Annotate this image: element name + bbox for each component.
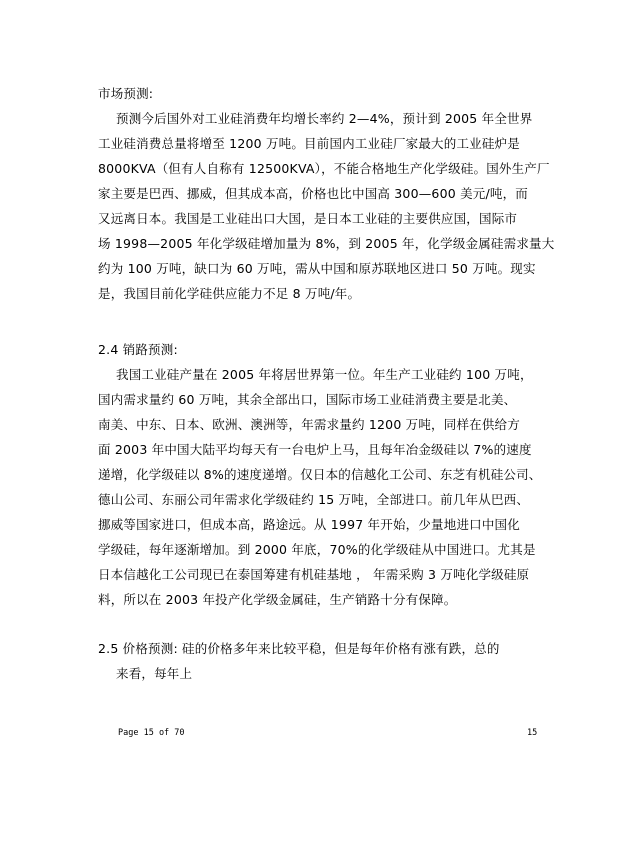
market-line: 预测今后国外对工业硅消费年均增长率约 2—4%，预计到 2005 年全世界 bbox=[116, 111, 533, 126]
sales-line: 料，所以在 2003 年投产化学级金属硅，生产销路十分有保障。 bbox=[98, 592, 457, 607]
footer-page-number: 15 bbox=[527, 728, 538, 738]
price-heading-line: 2.5 价格预测: 硅的价格多年来比较平稳，但是每年价格有涨有跌，总的 bbox=[98, 641, 500, 656]
sales-line: 学级硅，每年逐渐增加。到 2000 年底，70%的化学级硅从中国进口。尤其是 bbox=[98, 542, 536, 557]
sales-heading: 2.4 销路预测: bbox=[98, 342, 178, 357]
sales-line: 我国工业硅产量在 2005 年将居世界第一位。年生产工业硅约 100 万吨， bbox=[116, 367, 533, 382]
sales-line: 日本信越化工公司现已在泰国筹建有机硅基地 ， 年需采购 3 万吨化学级硅原 bbox=[98, 567, 530, 582]
market-line: 场 1998—2005 年化学级硅增加量为 8%，到 2005 年，化学级金属硅需求量大 bbox=[98, 236, 555, 251]
sales-line: 面 2003 年中国大陆平均每天有一台电炉上马，且每年冶金级硅以 7%的速度 bbox=[98, 442, 532, 457]
footer-page-label: Page 15 of 70 bbox=[118, 728, 185, 738]
sales-line: 国内需求量约 60 万吨，其余全部出口，国际市场工业硅消费主要是北美、 bbox=[98, 392, 517, 407]
sales-line: 递增，化学级硅以 8%的速度递增。仅日本的信越化工公司、东芝有机硅公司、 bbox=[98, 467, 542, 482]
market-line: 又远离日本。我国是工业硅出口大国，是日本工业硅的主要供应国，国际市 bbox=[98, 211, 518, 226]
market-line: 8000KVA（但有人自称有 12500KVA），不能合格地生产化学级硅。国外生产厂 bbox=[98, 161, 550, 176]
sales-line: 南美、中东、日本、欧洲、澳洲等，年需求量约 1200 万吨，同样在供给方 bbox=[98, 417, 520, 432]
price-continuation: 来看，每年上 bbox=[116, 666, 193, 681]
sales-line: 德山公司、东丽公司年需求化学级硅约 15 万吨，全部进口。前几年从巴西、 bbox=[98, 492, 530, 507]
market-line: 约为 100 万吨，缺口为 60 万吨，需从中国和原苏联地区进口 50 万吨。现实 bbox=[98, 261, 536, 276]
market-heading: 市场预测: bbox=[98, 86, 154, 101]
market-line: 是，我国目前化学硅供应能力不足 8 万吨/年。 bbox=[98, 286, 361, 301]
sales-line: 挪威等国家进口，但成本高，路途远。从 1997 年开始，少量地进口中国化 bbox=[98, 517, 520, 532]
market-line: 家主要是巴西、挪威，但其成本高，价格也比中国高 300—600 美元/吨，而 bbox=[98, 186, 528, 201]
market-line: 工业硅消费总量将增至 1200 万吨。目前国内工业硅厂家最大的工业硅炉是 bbox=[98, 136, 520, 151]
